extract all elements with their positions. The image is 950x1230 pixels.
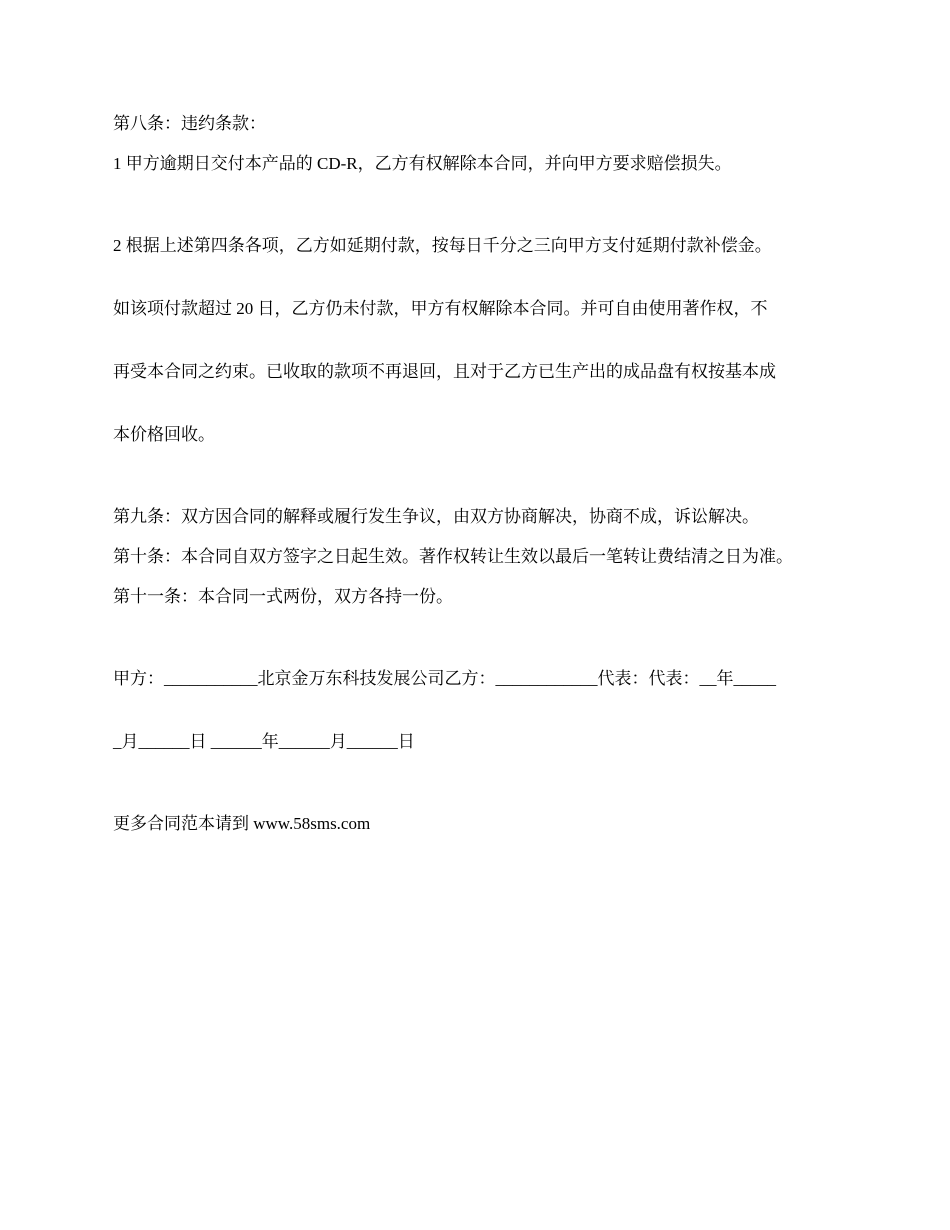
article-9: 第九条：双方因合同的解释或履行发生争议，由双方协商解决，协商不成，诉讼解决。	[113, 507, 759, 526]
signature-line: 甲方：___________北京金万东科技发展公司乙方：____________代表：代表：__年_____	[113, 669, 776, 688]
signature-line: _月______日 ______年______月______日	[113, 732, 415, 751]
article-8-item-2-line: 再受本合同之约束。已收取的款项不再退回，且对于乙方已生产出的成品盘有权按基本成	[113, 362, 776, 381]
article-8-item-2-line: 本价格回收。	[113, 425, 215, 444]
article-10: 第十条：本合同自双方签字之日起生效。著作权转让生效以最后一笔转让费结清之日为准。	[113, 547, 793, 566]
signature-block	[113, 626, 848, 794]
article-8-item-2	[113, 193, 848, 487]
article-11: 第十一条：本合同一式两份，双方各持一份。	[113, 587, 453, 606]
article-8-item-2-line: 2 根据上述第四条各项，乙方如延期付款，按每日千分之三向甲方支付延期付款补偿金。	[113, 236, 772, 255]
article-8-item-1: 1 甲方逾期日交付本产品的 CD-R，乙方有权解除本合同，并向甲方要求赔偿损失。	[113, 154, 732, 173]
footer-link-text: 更多合同范本请到 www.58sms.com	[113, 814, 371, 833]
article-8-item-2-line: 如该项付款超过 20 日，乙方仍未付款，甲方有权解除本合同。并可自由使用著作权，不	[113, 299, 768, 318]
article-8-title: 第八条：违约条款：	[113, 114, 266, 133]
contract-page	[113, 113, 848, 853]
